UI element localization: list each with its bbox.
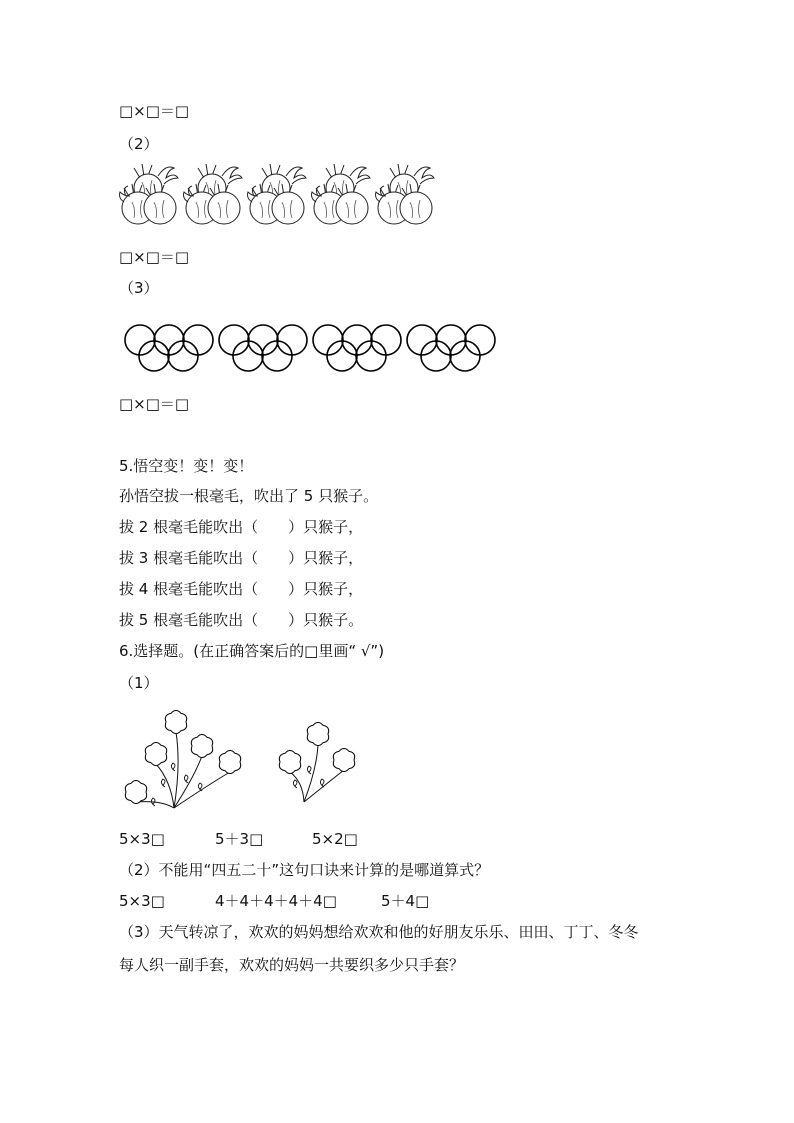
question-6-part-1-label: （1） [119, 674, 159, 692]
question-5-item: 拔 2 根毫毛能吹出（ ）只猴子， [119, 518, 364, 536]
ring-group [407, 325, 495, 371]
flower-stem [304, 744, 318, 802]
curl-icon [307, 766, 311, 774]
radish-icon [336, 192, 368, 224]
question-5-intro: 孙悟空拔一根毫毛，吹出了 5 只猴子。 [119, 487, 379, 505]
radish-group [120, 164, 179, 224]
curl-icon [293, 780, 297, 788]
radish-group [312, 164, 371, 224]
q6-1-option-c[interactable]: 5×2□ [312, 830, 358, 848]
q6-2-option-b[interactable]: 4＋4＋4＋4＋4□ [215, 892, 337, 910]
flower-icon [333, 748, 354, 771]
q6-1-option-a[interactable]: 5×3□ [119, 830, 165, 848]
question-5-title: 5.悟空变！变！变！ [119, 457, 254, 475]
flower-icon [219, 750, 240, 773]
leaf-icon [286, 167, 306, 184]
radish-illustration [118, 164, 448, 232]
leaf-icon [158, 167, 178, 184]
ring-group [313, 325, 401, 371]
flower-icon [307, 722, 328, 745]
radish-group [184, 164, 243, 224]
flower-icon [191, 734, 212, 757]
leaf-icon [222, 167, 242, 184]
radish-group [376, 164, 435, 224]
question-5-item: 拔 5 根毫毛能吹出（ ）只猴子。 [119, 611, 364, 629]
flower-stem [136, 802, 174, 808]
sub-question-3-label: （3） [119, 279, 159, 297]
flower-stem [174, 732, 178, 808]
flower-stem [174, 772, 230, 808]
flower-icon [165, 710, 186, 733]
radish-icon [400, 192, 432, 224]
flower-stem [156, 764, 174, 808]
question-5-item: 拔 3 根毫毛能吹出（ ）只猴子， [119, 549, 364, 567]
flower-bunch [125, 710, 240, 808]
ring-icon [465, 325, 495, 355]
q6-1-option-b[interactable]: 5＋3□ [215, 830, 264, 848]
flower-stem [290, 772, 304, 802]
q6-3-stem-line-2: 每人织一副手套，欢欢的妈妈一共要织多少只手套？ [119, 956, 465, 974]
curl-icon [184, 775, 188, 783]
ring-icon [183, 325, 213, 355]
ring-group [219, 325, 307, 371]
curl-icon [171, 763, 175, 771]
radish-group [248, 164, 307, 224]
equation-blank-1: □×□＝□ [119, 102, 190, 120]
leaf-icon [414, 167, 434, 184]
leaf-icon [350, 167, 370, 184]
ring-group [125, 325, 213, 371]
radish-icon [144, 192, 176, 224]
equation-blank-3: □×□＝□ [119, 395, 190, 413]
question-5-item: 拔 4 根毫毛能吹出（ ）只猴子， [119, 580, 364, 598]
question-6-title: 6.选择题。(在正确答案后的□里画“ √”) [119, 642, 385, 660]
radish-icon [208, 192, 240, 224]
flowers-illustration [118, 708, 388, 814]
equation-blank-2: □×□＝□ [119, 248, 190, 266]
ring-icon [277, 325, 307, 355]
curl-icon [161, 779, 165, 787]
q6-2-option-c[interactable]: 5＋4□ [381, 892, 430, 910]
radish-icon [272, 192, 304, 224]
q6-2-option-a[interactable]: 5×3□ [119, 892, 165, 910]
ring-icon [371, 325, 401, 355]
flower-icon [145, 742, 166, 765]
flower-bunch-right [279, 722, 354, 802]
q6-2-stem: （2）不能用“四五二十”这句口诀来计算的是哪道算式？ [119, 861, 490, 879]
flower-icon [279, 750, 300, 773]
sub-question-2-label: （2） [119, 135, 159, 153]
q6-3-stem-line-1: （3）天气转凉了，欢欢的妈妈想给欢欢和他的好朋友乐乐、田田、丁丁、冬冬 [119, 923, 639, 941]
olympic-rings-illustration [118, 318, 498, 374]
flower-icon [125, 780, 146, 803]
